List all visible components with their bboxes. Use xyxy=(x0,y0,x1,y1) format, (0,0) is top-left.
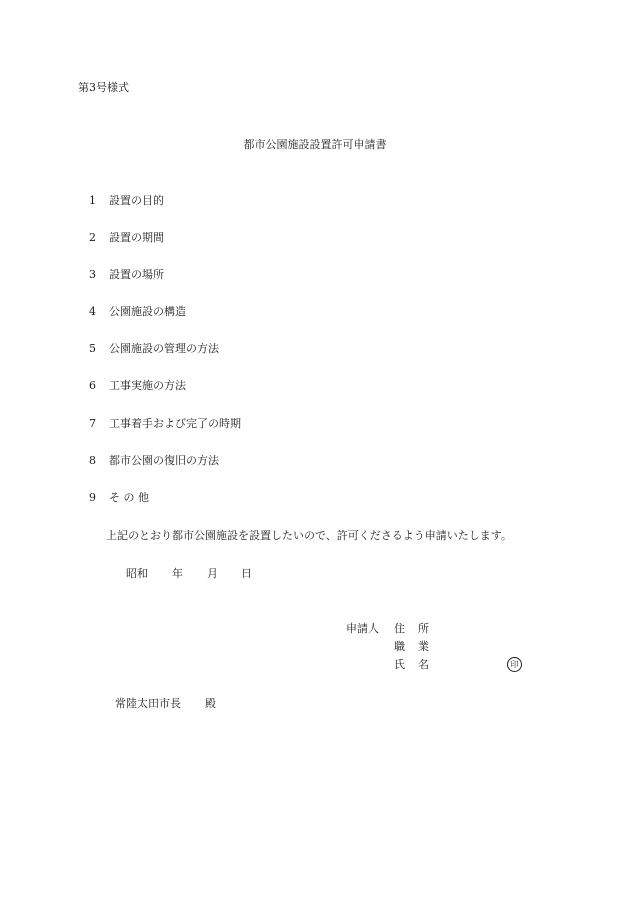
addressee-honorific: 殿 xyxy=(205,697,216,710)
item-label: 公園施設の管理の方法 xyxy=(109,342,219,355)
seal-mark: 印 xyxy=(507,657,522,672)
applicant-label: 申請人 xyxy=(346,622,379,635)
list-item xyxy=(89,305,186,319)
item-label: そ の 他 xyxy=(109,491,149,504)
item-label: 工事実施の方法 xyxy=(109,379,186,392)
item-label: 設置の目的 xyxy=(109,194,164,207)
item-number: 8 xyxy=(89,454,96,467)
item-label: 工事着手および完了の時期 xyxy=(109,417,241,430)
item-label: 設置の場所 xyxy=(109,268,164,281)
item-label: 都市公園の復旧の方法 xyxy=(109,454,219,467)
item-number: 5 xyxy=(89,342,96,355)
item-number: 7 xyxy=(89,417,96,430)
item-number: 3 xyxy=(89,268,96,281)
addressee xyxy=(115,697,216,711)
item-number: 9 xyxy=(89,491,96,504)
item-number: 6 xyxy=(89,379,96,392)
list-item xyxy=(89,342,219,356)
item-number: 2 xyxy=(89,231,96,244)
name-label: 氏 名 xyxy=(394,658,429,671)
list-item xyxy=(89,417,241,431)
application-statement: 上記のとおり都市公園施設を設置したいので、許可くださるよう申請いたします。 xyxy=(106,529,512,542)
item-number: 4 xyxy=(89,305,96,318)
list-item xyxy=(89,454,219,468)
list-item xyxy=(89,194,164,208)
date-day: 日 xyxy=(241,567,252,580)
form-number: 第3号様式 xyxy=(78,81,129,94)
addressee-name: 常陸太田市長 xyxy=(115,697,181,710)
item-label: 設置の期間 xyxy=(109,231,164,244)
item-label: 公園施設の構造 xyxy=(109,305,186,318)
date-year: 年 xyxy=(172,567,183,580)
list-item xyxy=(89,231,164,245)
item-number: 1 xyxy=(89,194,96,207)
list-item xyxy=(89,379,186,393)
date-era: 昭和 xyxy=(126,567,148,580)
list-item xyxy=(89,268,164,282)
address-label: 住 所 xyxy=(394,622,429,635)
date-month: 月 xyxy=(207,567,218,580)
occupation-label: 職 業 xyxy=(394,640,429,653)
list-item xyxy=(89,491,149,505)
document-title: 都市公園施設設置許可申請書 xyxy=(243,138,387,151)
